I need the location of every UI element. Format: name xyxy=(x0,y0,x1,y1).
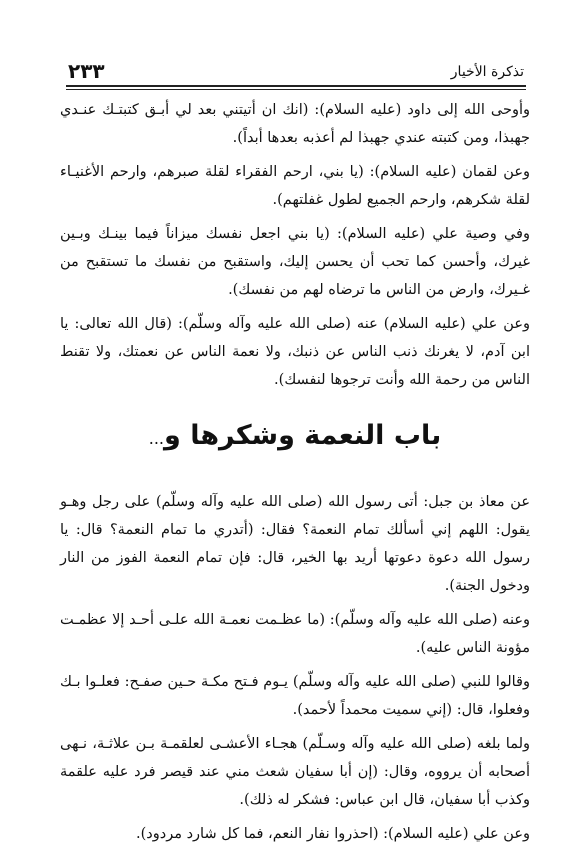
page-body xyxy=(60,96,530,854)
paragraph: ولما بلغه (صلى الله عليه وآله وسـلّم) هجـاء الأعشـى لعلقمـة بـن علاثـة، نـهى أصحابه أن يرووه، وقال: (إن أبا سفيان شعث مني عند قيصر فرد عليه علقمة وكذب أبا سفيان، قال ابن عباس: فشكر له ذلك). xyxy=(60,736,530,808)
paragraph: وعن علي (عليه السلام) عنه (صلى الله عليه وآله وسلّم): (قال الله تعالى: يا ابن آدم، لا يغرنك ذنب الناس عن ذنبك، ولا نعمة الناس عن نعمتك، ولا تقنط الناس من رحمة الله وأنت ترجوها لنفسك). xyxy=(60,316,530,388)
page-number: ٢٣٣ xyxy=(68,59,105,83)
paragraph: وأوحى الله إلى داود (عليه السلام): (انك ان أتيتني بعد لي أبـق كتبتـك عنـدي جهبذا، ومن كتبته عندي جهبذا لم أعذبه بعدها أبداً). xyxy=(60,102,530,146)
paragraph: عن معاذ بن جبل: أتى رسول الله (صلى الله عليه وآله وسلّم) على رجل وهـو يقول: اللهم إني أسألك تمام النعمة؟ فقال: (أتدري ما تمام النعمة؟ قال: يا رسول الله دعوة دعوتها أريد بها الخير، قال: فإن تمام النعمة الفوز من النار ودخول الجنة). xyxy=(60,494,530,594)
chapter-title: باب النعمة وشكرها و xyxy=(164,420,442,451)
chapter-title-ellipsis: ... xyxy=(148,429,165,448)
paragraph: وفي وصية علي (عليه السلام): (يا بني اجعل نفسك ميزاناً فيما بينـك وبـين غيرك، وأحسن كما تحب أن يحسن إليك، واستقبح من نفسك ما تستقبح من غـيرك، وارض من الناس ما ترضاه لهم من نفسك). xyxy=(60,226,530,298)
chapter-heading xyxy=(60,422,530,454)
book-title: تذكرة الأخيار xyxy=(450,64,524,80)
paragraph: وعن لقمان (عليه السلام): (يا بني، ارحم الفقراء لقلة صبرهم، وارحم الأغنيـاء لقلة شكرهم، وارحم الجميع لطول غفلتهم). xyxy=(60,164,530,208)
paragraph: وقالوا للنبي (صلى الله عليه وآله وسلّم) يـوم فـتح مكـة حـين صفـح: فعلـوا بـك وفعلوا، قال: (إني سميت محمداً لأحمد). xyxy=(60,674,530,718)
paragraph: وعن علي (عليه السلام): (احذروا نفار النعم، فما كل شارد مردود). xyxy=(136,826,530,842)
paragraph: وعنه (صلى الله عليه وآله وسلّم): (ما عظـمت نعمـة الله علـى أحـد إلا عظمـت مؤونة الناس عليه). xyxy=(60,612,530,656)
page-header xyxy=(66,55,526,87)
